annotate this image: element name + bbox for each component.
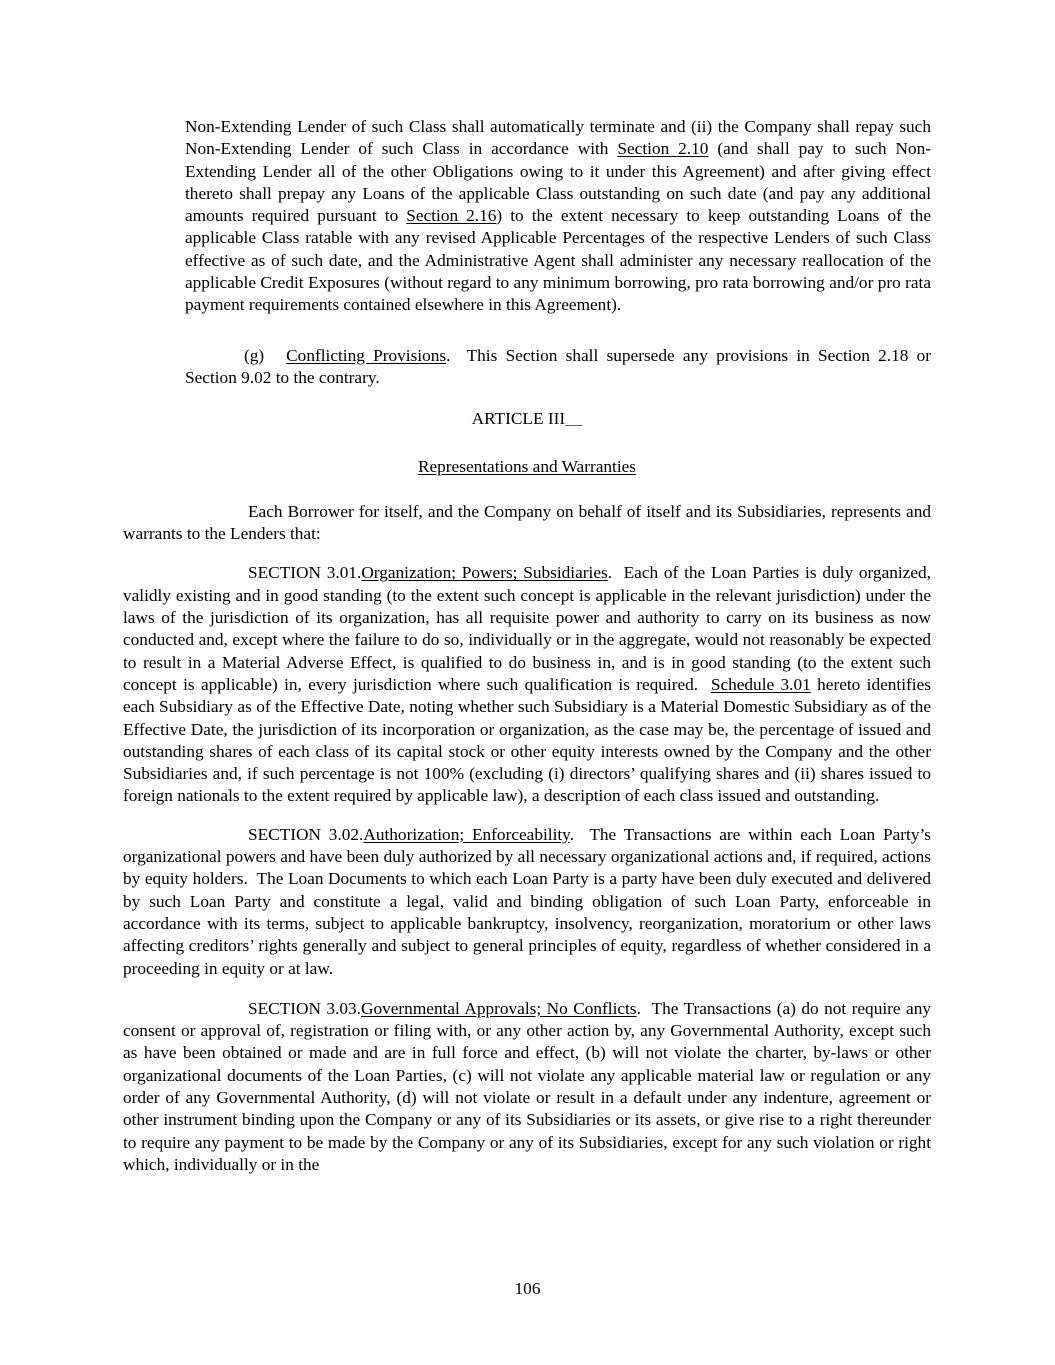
- text-run: . Each of the Loan Parties is duly organized, validly existing and in good standing (to the extent such concept is applicable in the relevant jurisdiction) under the laws of the jurisdiction of its organization, has all requisite power and authority to carry on its business as now conducted and, except where the failure to do so, individually or in the aggregate, would not reasonably be expected to result in a Material Adverse Effect, is qualified to do business in, and is in good standing (to the extent such concept is applicable) in, every jurisdiction where such qualification is required.: [123, 563, 931, 694]
- section-3-01-heading: Organization; Powers; Subsidiaries: [361, 563, 608, 583]
- para-section-3-02: [123, 824, 931, 980]
- page-number: 106: [514, 1279, 541, 1298]
- text-run: (and shall pay to such Non-Extending Lender all of the other Obligations owing to it under this Agreement) and after giving effect thereto shall prepay any Loans of the applicable Class outstanding on such date (and pay any additional amounts required pursuant to: [185, 139, 931, 226]
- text-run: hereto identifies each Subsidiary as of the Effective Date, noting whether such Subsidiary is a Material Domestic Subsidiary as of the Effective Date, the jurisdiction of its incorporation or organization, as the case may be, the percentage of issued and outstanding shares of each class of its capital stock or other equity interests owned by the Company and the other Subsidiaries and, if such percentage is not 100% (excluding (i) directors’ qualifying shares and (ii) shares issued to foreign nationals to the extent required by applicable law), a description of each class issued and outstanding.: [123, 674, 931, 806]
- text-run: . The Transactions (a) do not require any consent or approval of, registration or filing with, or any other action by, any Governmental Authority, except such as have been obtained or made and are in full force and effect, (b) will not violate the charter, by-laws or other organizational documents of the Loan Parties, (c) will not violate any applicable material law or regulation or any order of any Governmental Authority, (d) will not violate or result in a default under any indenture, agreement or other instrument binding upon the Company or any of its Subsidiaries or its assets, or give rise to a right thereunder to require any payment to be made by the Company or any of its Subsidiaries, except for any such violation or right which, individually or in the: [123, 998, 931, 1174]
- para-section-3-03: [123, 998, 931, 1176]
- schedule-3-01-ref[interactable]: Schedule 3.01: [710, 674, 811, 694]
- heading-representations: [123, 456, 931, 478]
- text-run: ) to the extent necessary to keep outstanding Loans of the applicable Class ratable with any revised Applicable Percentages of the respective Lenders of such Class effective as of such date, and the Administrative Agent shall administer any necessary reallocation of the applicable Credit Exposures (without regard to any minimum borrowing, pro rata borrowing and/or pro rata payment requirements contained elsewhere in this Agreement).: [185, 206, 931, 315]
- section-2-10-ref[interactable]: Section 2.10: [617, 139, 709, 159]
- para-clause-g: [185, 345, 931, 390]
- text-run: Each Borrower for itself, and the Company on behalf of itself and its Subsidiaries, represents and warrants to the Lenders that:: [123, 501, 931, 544]
- page-content: [123, 116, 931, 1176]
- heading-article-iii: [123, 408, 931, 430]
- text-run: SECTION 3.01.: [248, 563, 362, 583]
- section-3-02-heading: Authorization; Enforceability: [363, 824, 570, 844]
- para-continuation: [185, 116, 931, 317]
- section-3-03-heading: Governmental Approvals; No Conflicts: [361, 998, 637, 1018]
- text-run: SECTION 3.02.: [248, 824, 364, 844]
- para-intro: [123, 501, 931, 546]
- text-run: SECTION 3.03.: [248, 998, 361, 1018]
- section-2-16-ref[interactable]: Section 2.16: [406, 206, 497, 226]
- text-run: (g): [244, 345, 265, 365]
- text-run: . The Transactions are within each Loan Party’s organizational powers and have been duly authorized by all necessary organizational actions and, if required, actions by equity holders. The Loan Documents to which each Loan Party is a party have been duly executed and delivered by such Loan Party and constitute a legal, valid and binding obligation of such Loan Party, enforceable in accordance with its terms, subject to applicable bankruptcy, insolvency, reorganization, moratorium or other laws affecting creditors’ rights generally and subject to general principles of equity, regardless of whether considered in a proceeding in equity or at law.: [123, 824, 931, 978]
- text-run: Non-Extending Lender of such Class shall automatically terminate and (ii) the Company shall repay such Non-Extending Lender of such Class in accordance with: [185, 117, 931, 159]
- article-title: Representations and Warranties: [417, 456, 637, 476]
- trailing-underscore: __: [565, 409, 583, 429]
- para-section-3-01: [123, 562, 931, 807]
- article-number: ARTICLE III: [471, 409, 566, 429]
- text-run: . This Section shall supersede any provisions in Section 2.18 or Section 9.02 to the contrary.: [185, 345, 931, 387]
- clause-g-heading: Conflicting Provisions: [286, 345, 447, 365]
